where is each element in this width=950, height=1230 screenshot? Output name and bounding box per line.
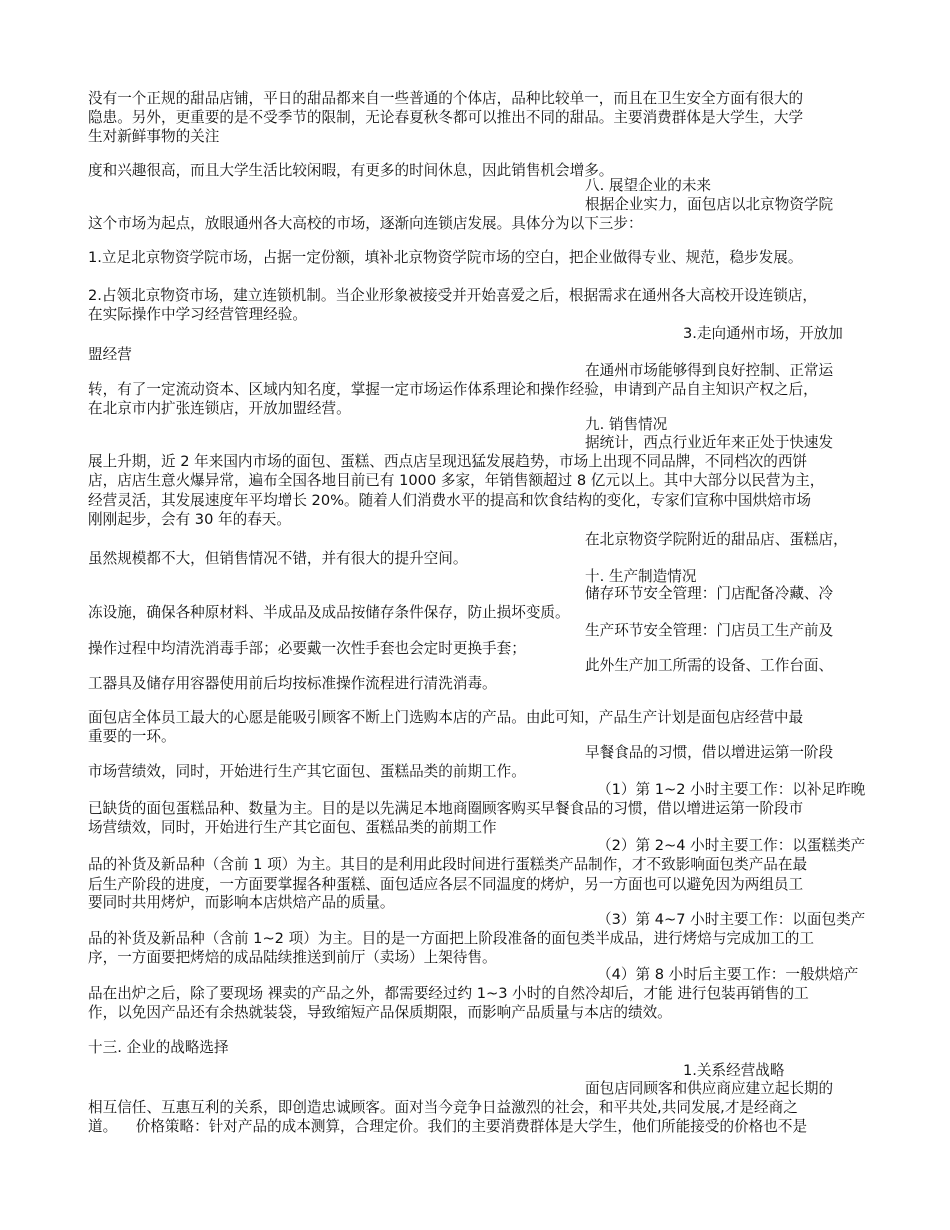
text-line: 品在出炉之后，除了要现场 裸卖的产品之外，都需要经过约 1~3 小时的自然冷却后，才能 进行包装再销售的工 bbox=[88, 985, 809, 1002]
text-line: 隐患。另外，更重要的是不受季节的限制，无论春夏秋冬都可以推出不同的甜品。主要消费群体是大学生，大学 bbox=[88, 109, 804, 126]
text-line: 重要的一环。 bbox=[88, 728, 176, 745]
text-line: 生对新鲜事物的关注 bbox=[88, 128, 220, 145]
text-line: 在北京市内扩张连锁店，开放加盟经营。 bbox=[88, 400, 351, 417]
text-line: 店，店店生意火爆异常，遍布全国各地目前已有 1000 多家，年销售额超过 8 亿元以上。其中大部分以民营为主， bbox=[88, 472, 825, 489]
text-line: 转，有了一定流动资本、区域内知名度，掌握一定市场运作体系理论和操作经验，申请到产品自主知识产权之后， bbox=[88, 381, 818, 398]
text-line: 根据企业实力，面包店以北京物资学院 bbox=[585, 196, 834, 213]
text-line: （1）第 1~2 小时主要工作：以补足昨晚 bbox=[597, 781, 866, 798]
text-line: 市场营绩效，同时，开始进行生产其它面包、蛋糕品类的前期工作。 bbox=[88, 763, 526, 780]
text-line: （2）第 2~4 小时主要工作：以蛋糕类产 bbox=[597, 837, 866, 854]
text-line: 经营灵活，其发展速度年平均增长 20%。随着人们消费水平的提高和饮食结构的变化，专家们宣称中国烘焙市场 bbox=[88, 492, 811, 509]
text-line: 刚刚起步，会有 30 年的春天。 bbox=[88, 511, 291, 528]
text-line: 此外生产加工所需的设备、工作台面、 bbox=[585, 657, 834, 674]
text-line: 据统计，西点行业近年来正处于快速发 bbox=[585, 434, 834, 451]
text-line: 生产环节安全管理：门店员工生产前及 bbox=[585, 622, 834, 639]
text-line: 品的补货及新品种（含前 1~2 项）为主。目的是一方面把上阶段准备的面包类半成品，进行烤焙与完成加工的工 bbox=[88, 930, 814, 947]
text-line: 这个市场为起点，放眼通州各大高校的市场，逐渐向连锁店发展。具体分为以下三步： bbox=[88, 215, 643, 232]
text-line: （4）第 8 小时后主要工作：一般烘焙产 bbox=[597, 966, 859, 983]
text-line: 已缺货的面包蛋糕品种、数量为主。目的是以先满足本地商圈顾客购买早餐食品的习惯，借以增进运第一阶段市 bbox=[88, 800, 804, 817]
text-line: 面包店全体员工最大的心愿是能吸引顾客不断上门选购本店的产品。由此可知，产品生产计划是面包店经营中最 bbox=[88, 709, 804, 726]
text-line: 面包店同顾客和供应商应建立起长期的 bbox=[585, 1080, 834, 1097]
text-line: 储存环节安全管理：门店配备冷藏、冷 bbox=[585, 585, 834, 602]
text-line: 1.立足北京物资学院市场，占据一定份额，填补北京物资学院市场的空白，把企业做得专业、规范，稳步发展。 bbox=[88, 249, 803, 266]
text-line: 度和兴趣很高，而且大学生活比较闲暇，有更多的时间休息，因此销售机会增多。 bbox=[88, 162, 614, 179]
text-line: 序，一方面要把烤焙的成品陆续推送到前厅（卖场）上架待售。 bbox=[88, 949, 497, 966]
text-line: 盟经营 bbox=[88, 346, 132, 363]
text-line: 2.占领北京物资市场，建立连锁机制。当企业形象被接受并开始喜爱之后，根据需求在通州各大高校开设连锁店， bbox=[88, 287, 818, 304]
text-line: 3.走向通州市场，开放加 bbox=[683, 325, 843, 342]
text-line: 操作过程中均清洗消毒手部；必要戴一次性手套也会定时更换手套； bbox=[88, 640, 526, 657]
text-line: 后生产阶段的进度，一方面要掌握各种蛋糕、面包适应各层不同温度的烤炉，另一方面也可以避免因为两组员工 bbox=[88, 876, 804, 893]
section-heading: 八. 展望企业的未来 bbox=[585, 177, 712, 194]
text-line: 1.关系经营战略 bbox=[683, 1062, 785, 1079]
text-line: 没有一个正规的甜品店铺，平日的甜品都来自一些普通的个体店，品种比较单一，而且在卫生安全方面有很大的 bbox=[88, 90, 804, 107]
text-line: 作，以免因产品还有余热就装袋，导致缩短产品保质期限，而影响产品质量与本店的绩效。 bbox=[88, 1004, 672, 1021]
text-line: 在实际操作中学习经营管理经验。 bbox=[88, 306, 307, 323]
text-line: 展上升期，近 2 年来国内市场的面包、蛋糕、西点店呈现迅猛发展趋势，市场上出现不同品牌，不同档次的西饼 bbox=[88, 453, 808, 470]
text-line: 要同时共用烤炉，而影响本店烘焙产品的质量。 bbox=[88, 894, 395, 911]
text-line: 道。 价格策略：针对产品的成本测算，合理定价。我们的主要消费群体是大学生，他们所能接受的价格也不是 bbox=[88, 1118, 808, 1135]
text-line: 冻设施，确保各种原材料、半成品及成品按储存条件保存，防止损坏变质。 bbox=[88, 604, 570, 621]
text-line: 场营绩效，同时，开始进行生产其它面包、蛋糕品类的前期工作 bbox=[88, 819, 497, 836]
section-heading: 十三. 企业的战略选择 bbox=[88, 1039, 229, 1056]
section-heading: 九. 销售情况 bbox=[585, 416, 668, 433]
text-line: 早餐食品的习惯，借以增进运第一阶段 bbox=[585, 744, 834, 761]
text-line: 虽然规模都不大，但销售情况不错，并有很大的提升空间。 bbox=[88, 550, 468, 567]
text-line: 工器具及储存用容器使用前后均按标准操作流程进行清洗消毒。 bbox=[88, 675, 497, 692]
text-line: 在北京物资学院附近的甜品店、蛋糕店， bbox=[585, 531, 848, 548]
text-line: （3）第 4~7 小时主要工作：以面包类产 bbox=[597, 911, 866, 928]
text-line: 品的补货及新品种（含前 1 项）为主。其目的是利用此段时间进行蛋糕类产品制作，才不致影响面包类产品在最 bbox=[88, 856, 808, 873]
text-line: 在通州市场能够得到良好控制、正常运 bbox=[585, 362, 834, 379]
text-line: 相互信任、互惠互利的关系，即创造忠诚顾客。面对当今竞争日益激烈的社会，和平共处,共同发展,才是经商之 bbox=[88, 1099, 798, 1116]
section-heading: 十. 生产制造情况 bbox=[585, 568, 697, 585]
